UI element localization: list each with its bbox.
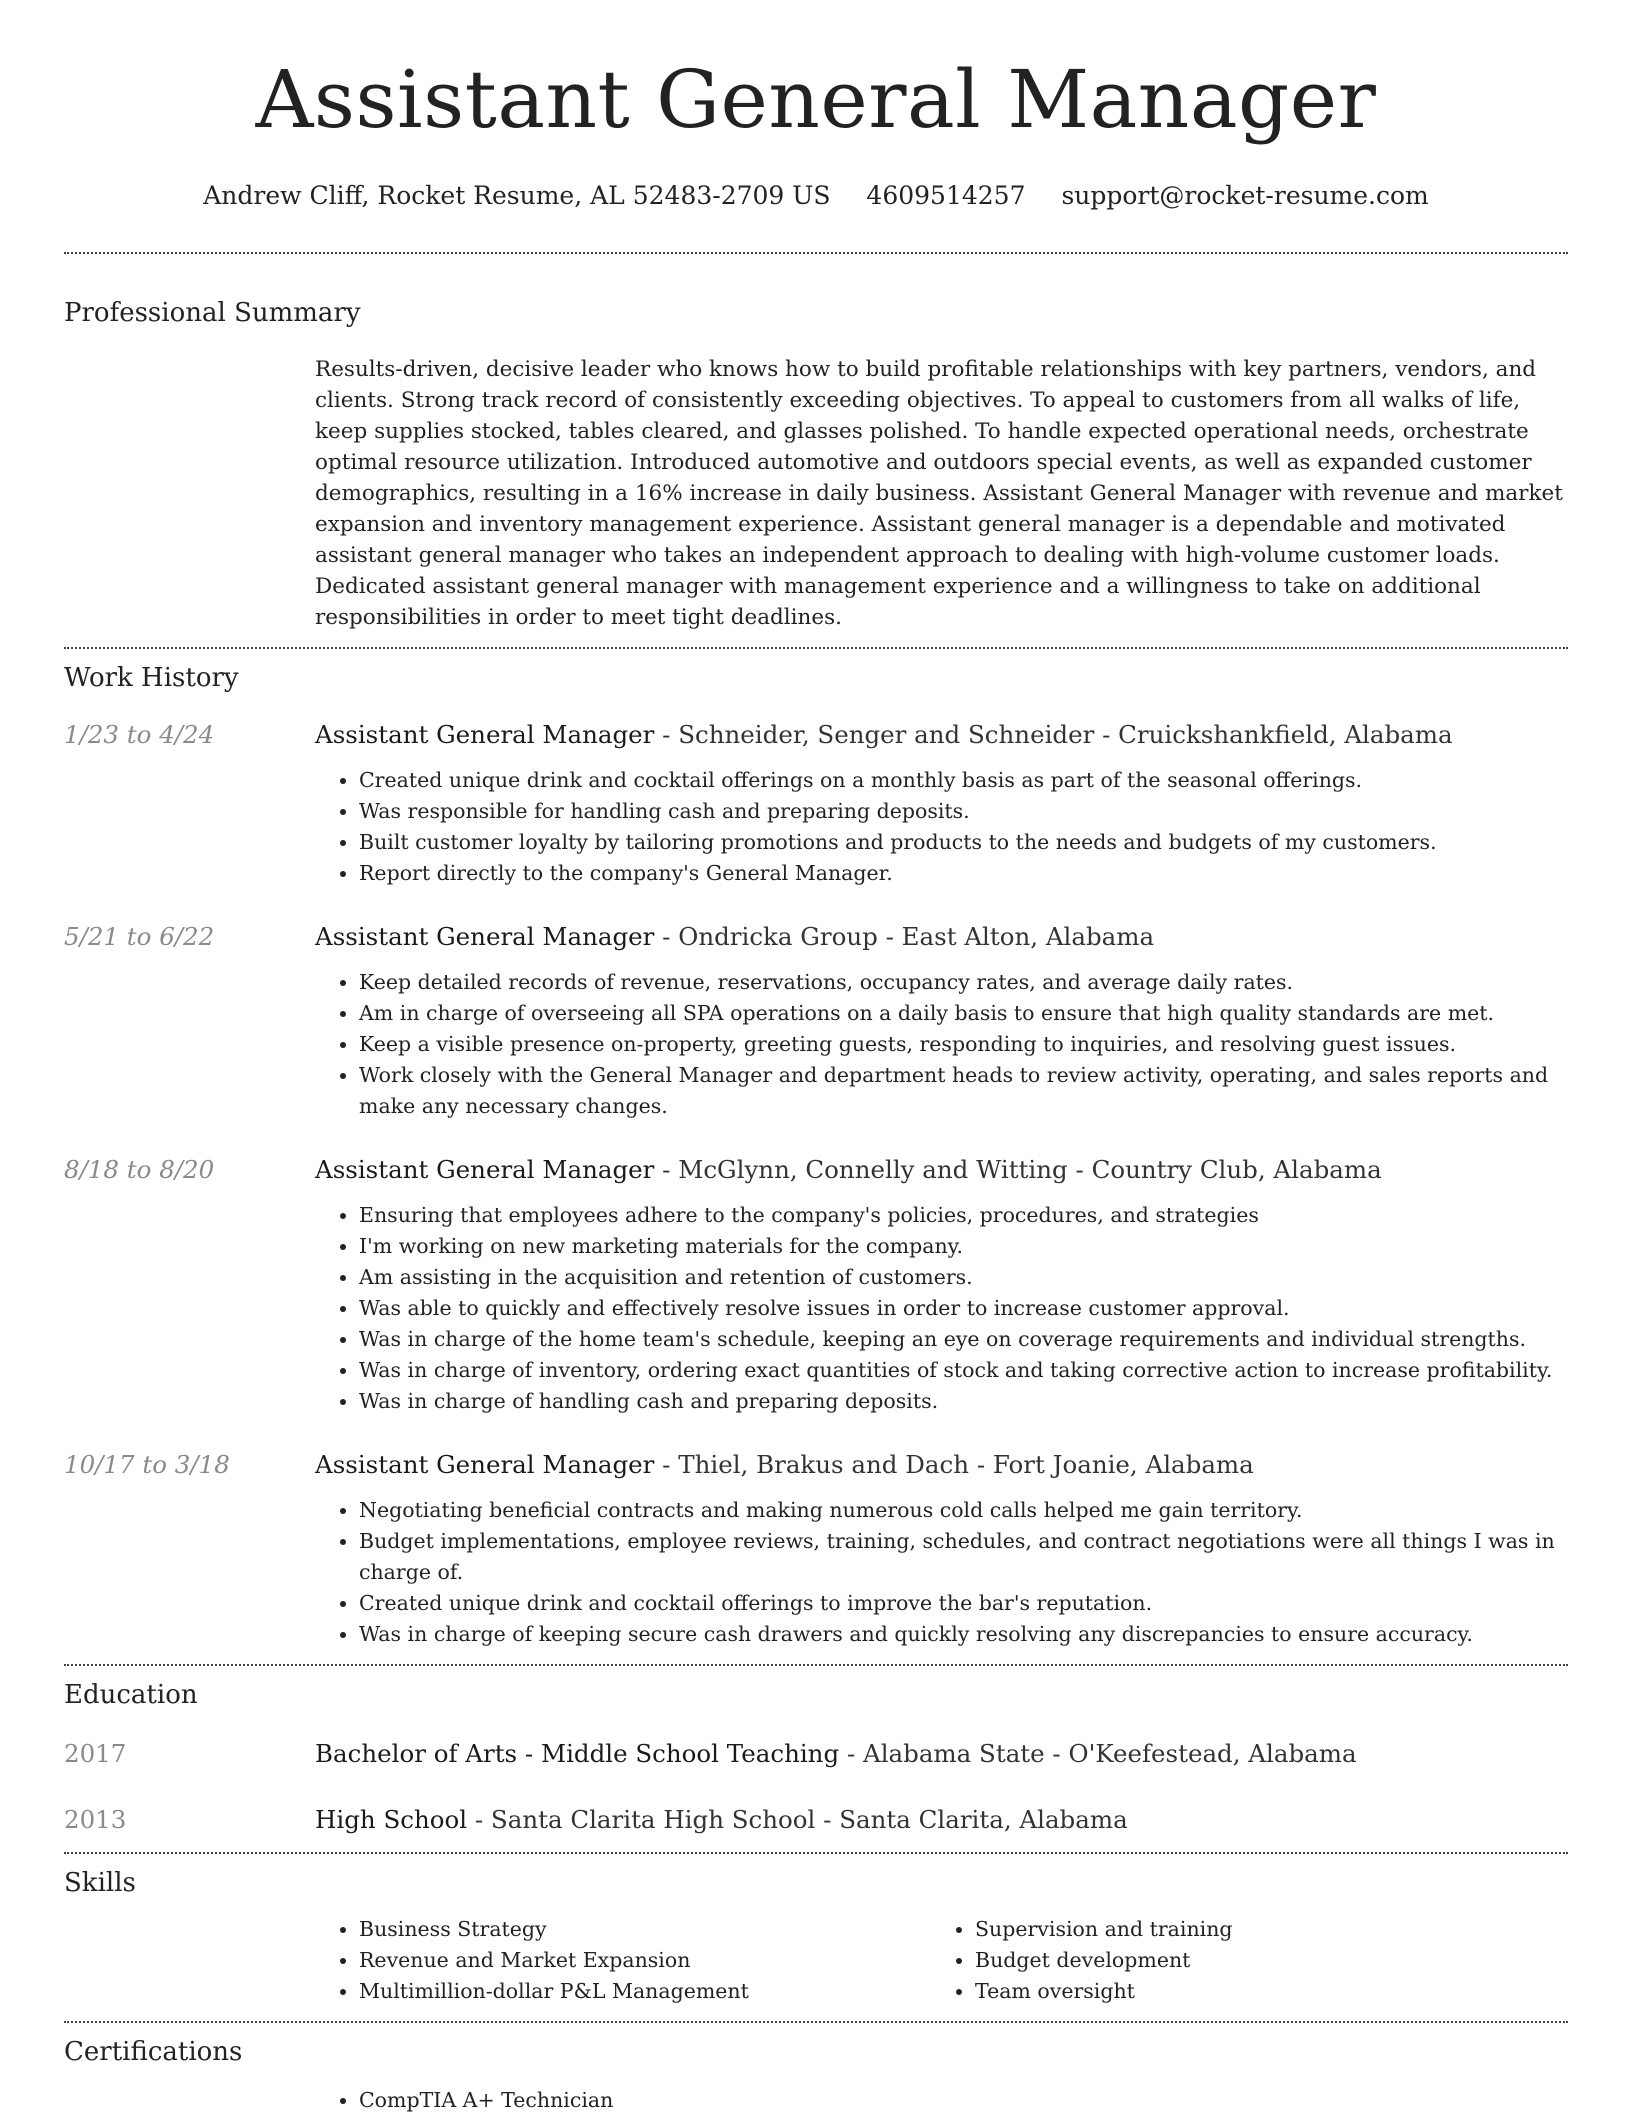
skills-columns — [315, 1914, 1568, 2007]
list-item: • Work closely with the General Manager and department heads to review activity, operating, and sales reports and make any necessary changes. — [359, 1060, 1568, 1122]
list-item: • CompTIA A+ Technician — [359, 2085, 1568, 2116]
certifications-section — [64, 2023, 1568, 2116]
work-dates: 10/17 to 3/18 — [64, 1450, 230, 1479]
work-role: Assistant General Manager — [315, 1155, 655, 1184]
list-item: • Ensuring that employees adhere to the company's policies, procedures, and strategies — [359, 1200, 1568, 1231]
certifications-heading: Certifications — [64, 2037, 243, 2067]
education-section — [64, 1666, 1568, 1852]
work-bullets — [315, 967, 1568, 1122]
summary-section — [64, 294, 1568, 633]
work-entry — [64, 919, 1568, 1122]
work-history-heading: Work History — [64, 663, 239, 693]
work-heading — [315, 1447, 1568, 1483]
work-bullets — [315, 765, 1568, 889]
list-item: • Team oversight — [975, 1976, 1547, 2007]
skills-right-column — [931, 1914, 1547, 2007]
list-item: • I'm working on new marketing materials for the company. — [359, 1231, 1568, 1262]
list-item: • Was in charge of keeping secure cash drawers and quickly resolving any discrepancies to ensure accuracy. — [359, 1619, 1568, 1650]
work-history-section — [64, 649, 1568, 1664]
list-item: • Keep detailed records of revenue, reservations, occupancy rates, and average daily rates. — [359, 967, 1568, 998]
work-heading — [315, 919, 1568, 955]
work-employer: - Ondricka Group - East Alton, Alabama — [654, 922, 1155, 951]
list-item: • Created unique drink and cocktail offerings to improve the bar's reputation. — [359, 1588, 1568, 1619]
work-role: Assistant General Manager — [315, 922, 655, 951]
list-item: • Revenue and Market Expansion — [359, 1945, 931, 1976]
list-item: • Supervision and training — [975, 1914, 1547, 1945]
work-employer: - McGlynn, Connelly and Witting - Country Club, Alabama — [654, 1155, 1382, 1184]
contact-address: Andrew Cliff, Rocket Resume, AL 52483-2709 US — [203, 181, 831, 210]
contact-phone: 4609514257 — [866, 181, 1026, 210]
list-item: • Report directly to the company's General Manager. — [359, 858, 1568, 889]
summary-heading: Professional Summary — [64, 298, 361, 328]
list-item: • Was responsible for handling cash and preparing deposits. — [359, 796, 1568, 827]
education-year: 2013 — [64, 1805, 127, 1834]
work-employer: - Thiel, Brakus and Dach - Fort Joanie, Alabama — [654, 1450, 1254, 1479]
list-item: • Was in charge of handling cash and preparing deposits. — [359, 1386, 1568, 1417]
contact-email[interactable]: support@rocket-resume.com — [1061, 181, 1429, 210]
skills-section — [64, 1854, 1568, 2007]
list-item: • Was in charge of inventory, ordering exact quantities of stock and taking corrective action to increase profitability. — [359, 1355, 1568, 1386]
work-dates: 8/18 to 8/20 — [64, 1155, 215, 1184]
education-school: - Santa Clarita High School - Santa Clarita, Alabama — [467, 1805, 1128, 1834]
work-bullets — [315, 1495, 1568, 1650]
list-item: • Negotiating beneficial contracts and making numerous cold calls helped me gain territory. — [359, 1495, 1568, 1526]
list-item: • Keep a visible presence on-property, greeting guests, responding to inquiries, and resolving guest issues. — [359, 1029, 1568, 1060]
resume-title: Assistant General Manager — [255, 53, 1377, 146]
work-dates: 1/23 to 4/24 — [64, 720, 215, 749]
list-item: • Am in charge of overseeing all SPA operations on a daily basis to ensure that high quality standards are met. — [359, 998, 1568, 1029]
list-item: • Was able to quickly and effectively resolve issues in order to increase customer approval. — [359, 1293, 1568, 1324]
work-employer: - Schneider, Senger and Schneider - Cruickshankfield, Alabama — [654, 720, 1453, 749]
skills-heading: Skills — [64, 1868, 136, 1898]
work-heading — [315, 717, 1568, 753]
education-heading-line — [315, 1736, 1568, 1772]
list-item: • Budget development — [975, 1945, 1547, 1976]
list-item: • Am assisting in the acquisition and retention of customers. — [359, 1262, 1568, 1293]
education-school: - Alabama State - O'Keefestead, Alabama — [839, 1739, 1357, 1768]
education-heading-line — [315, 1802, 1568, 1838]
education-heading: Education — [64, 1680, 198, 1710]
work-entry — [64, 1152, 1568, 1417]
work-role: Assistant General Manager — [315, 720, 655, 749]
education-entry — [64, 1802, 1568, 1838]
skills-left-column — [315, 1914, 931, 2007]
work-bullets — [315, 1200, 1568, 1417]
list-item: • Budget implementations, employee reviews, training, schedules, and contract negotiations were all things I was in charge of. — [359, 1526, 1568, 1588]
work-dates: 5/21 to 6/22 — [64, 922, 215, 951]
header-divider — [64, 252, 1568, 254]
work-heading — [315, 1152, 1568, 1188]
list-item: • Was in charge of the home team's schedule, keeping an eye on coverage requirements and individual strengths. — [359, 1324, 1568, 1355]
education-year: 2017 — [64, 1739, 127, 1768]
list-item: • Created unique drink and cocktail offerings on a monthly basis as part of the seasonal offerings. — [359, 765, 1568, 796]
certifications-list — [315, 2085, 1568, 2116]
work-role: Assistant General Manager — [315, 1450, 655, 1479]
education-degree: High School — [315, 1805, 468, 1834]
work-entry — [64, 1447, 1568, 1650]
summary-text: Results-driven, decisive leader who knows how to build profitable relationships with key partners, vendors, and clients. Strong track record of consistently exceeding objectives. To appeal to customers from all walks of life, keep supplies stocked, tables cleared, and glasses polished. To handle expected operational needs, orchestrate optimal resource utilization. Introduced automotive and outdoors special events, as well as expanded customer demographics, resulting in a 16% increase in daily business. Assistant General Manager with revenue and market expansion and inventory management experience. Assistant general manager is a dependable and motivated assistant general manager who takes an independent approach to dealing with high-volume customer loads. Dedicated assistant general manager with management experience and a willingness to take on additional responsibilities in order to meet tight deadlines. — [315, 357, 1563, 630]
list-item: • Business Strategy — [359, 1914, 931, 1945]
education-entry — [64, 1736, 1568, 1772]
education-degree: Bachelor of Arts - Middle School Teaching — [315, 1739, 840, 1768]
work-entry — [64, 717, 1568, 889]
list-item: • Multimillion-dollar P&L Management — [359, 1976, 931, 2007]
contact-line — [64, 176, 1568, 216]
list-item: • Built customer loyalty by tailoring promotions and products to the needs and budgets of my customers. — [359, 827, 1568, 858]
